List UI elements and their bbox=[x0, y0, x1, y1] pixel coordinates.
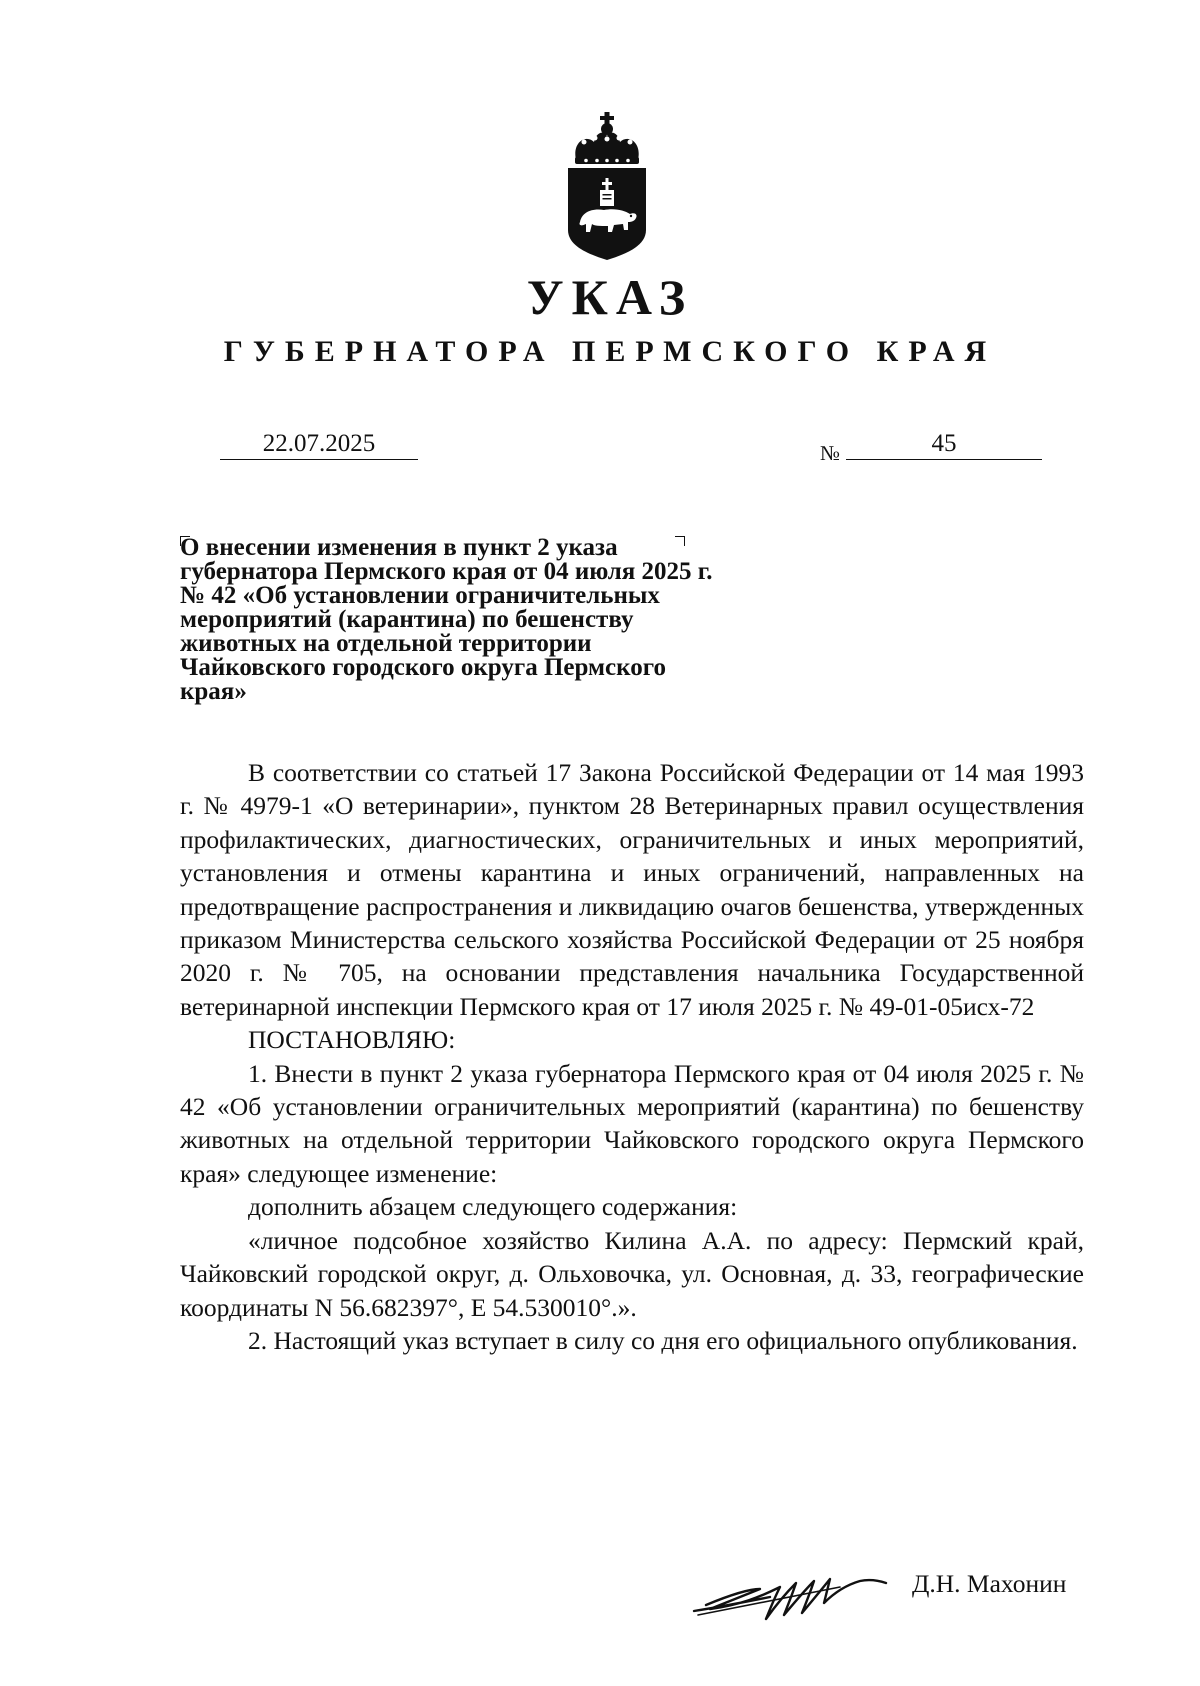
caption-line: О внесении изменения в пункт 2 указа bbox=[180, 534, 618, 561]
signature-icon bbox=[690, 1565, 890, 1623]
document-caption bbox=[180, 536, 820, 704]
body-paragraph-item-1: 1. Внести в пункт 2 указа губернатора Пермского края от 04 июля 2025 г. № 42 «Об установлении ограничительных мероприятий (карантина) по бешенству животных на отдельной территории Чайковского городского округа Пермского края» следующее изменение: bbox=[180, 1058, 1084, 1188]
caption-line: Чайковского городского округа Пермского bbox=[180, 654, 666, 681]
document-subtitle: ГУБЕРНАТОРА ПЕРМСКОГО КРАЯ bbox=[223, 335, 997, 368]
coat-of-arms-icon bbox=[564, 112, 650, 262]
caption-line: губернатора Пермского края от 04 июля 2025 г. bbox=[180, 558, 713, 585]
document-body bbox=[180, 756, 1084, 1357]
document-date: 22.07.2025 bbox=[220, 429, 418, 460]
body-paragraph-item-2: 2. Настоящий указ вступает в силу со дня его официального опубликования. bbox=[248, 1325, 1078, 1355]
caption-line: края» bbox=[180, 678, 247, 705]
caption-line: № 42 «Об установлении ограничительных bbox=[180, 582, 660, 609]
caption-line: мероприятий (карантина) по бешенству bbox=[180, 606, 634, 633]
document-number: 45 bbox=[846, 429, 1042, 460]
body-paragraph-quote: «личное подсобное хозяйство Килина А.А. по адресу: Пермский край, Чайковский городской округ, д. Ольховочка, ул. Основная, д. 33, географические координаты N 56.682397°, E 54.530010°.». bbox=[180, 1225, 1084, 1322]
body-paragraph-addition: дополнить абзацем следующего содержания: bbox=[248, 1192, 738, 1222]
caption-line: животных на отдельной территории bbox=[180, 630, 592, 657]
signer-name: Д.Н. Махонин bbox=[912, 1569, 1067, 1598]
body-paragraph-decree: ПОСТАНОВЛЯЮ: bbox=[248, 1025, 456, 1055]
body-paragraph-preamble: В соответствии со статьей 17 Закона Российской Федерации от 14 мая 1993 г. № 4979-1 «О ветеринарии», пунктом 28 Ветеринарных правил осуществления профилактических, диагностических, ограничительных и иных мероприятий, установления и отмены карантина и иных ограничений, направленных на предотвращение распространения и ликвидацию очагов бешенства, утвержденных приказом Министерства сельского хозяйства Российской Федерации от 25 ноября 2020 г. № 705, на основании представления начальника Государственной ветеринарной инспекции Пермского края от 17 июля 2025 г. № 49-01-05исх-72 bbox=[180, 758, 1084, 1021]
document-title: УКАЗ bbox=[526, 269, 694, 325]
number-sign: № bbox=[820, 441, 841, 465]
